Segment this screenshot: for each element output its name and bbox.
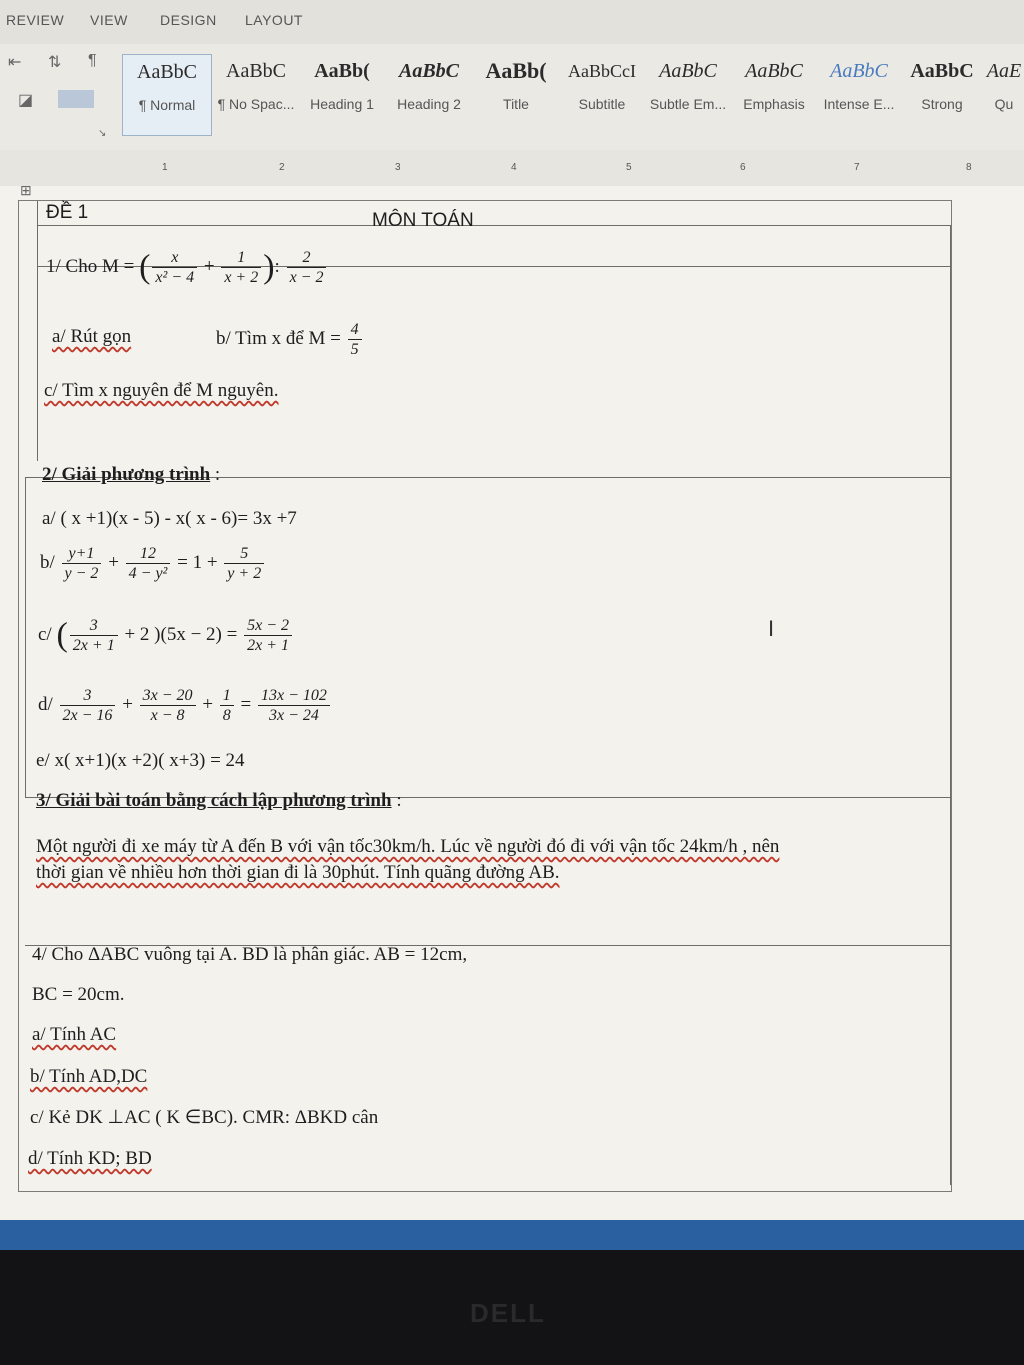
q3-line1: Một người đi xe máy từ A đến B với vận tốc30km/h. Lúc về người đó đi với vận tốc 24km/h , nên (36, 836, 780, 857)
pilcrow-icon[interactable]: ¶ (88, 52, 97, 69)
tab-layout[interactable]: LAYOUT (245, 12, 303, 28)
q3-line2: thời gian về nhiều hơn thời gian đi là 30phút. Tính quãng đường AB. (36, 862, 560, 883)
text-cursor-icon: I (768, 616, 775, 641)
taskbar (0, 1220, 1024, 1250)
table-move-handle-icon[interactable]: ⊞ (20, 182, 32, 198)
ribbon (0, 44, 1024, 151)
ruler-number: 7 (854, 162, 860, 173)
q3-title: 3/ Giải bài toán bằng cách lập phương trình : (36, 790, 402, 811)
ruler-number: 5 (626, 162, 632, 173)
style-subtitle[interactable]: AaBbCcI Subtitle (568, 61, 636, 112)
shading-icon[interactable]: ◪ (18, 92, 34, 109)
q2-title: 2/ Giải phương trình : (42, 464, 221, 485)
q1-f3-den: x − 2 (289, 269, 324, 287)
q1-intro: 1/ Cho M = (46, 256, 135, 278)
style-strong[interactable]: AaBbC Strong (910, 60, 974, 112)
style-heading-2[interactable]: AaBbC Heading 2 (397, 60, 461, 112)
q4-c: c/ Kẻ DK ⊥AC ( K ∈BC). CMR: ΔBKD cân (30, 1107, 379, 1128)
sort-icon[interactable]: ⇅ (48, 54, 62, 71)
monitor-logo: DELL (470, 1298, 546, 1328)
q1-expression: 1/ Cho M = ( $\frac{x}{\text{x² − 4}}$ + $\frac{1}{x + 2}$ ): $\frac{2}{x - 2}$ (46, 248, 328, 287)
q1-f2-den: x + 2 (224, 269, 259, 287)
horizontal-ruler[interactable] (0, 150, 1024, 187)
ribbon-tabs (0, 0, 1024, 44)
ruler-number: 2 (279, 162, 285, 173)
style-intense-emphasis[interactable]: AaBbC Intense E... (823, 60, 895, 112)
monitor-bezel (0, 1250, 1024, 1365)
q1-b: b/ Tìm x để M = $\frac{4}{5}$ (216, 320, 364, 359)
dialog-launcher-icon[interactable]: ↘ (98, 128, 107, 139)
q1-b-num: 4 (348, 320, 362, 340)
tab-view[interactable]: VIEW (90, 12, 128, 28)
q4-a: a/ Tính AC (32, 1024, 117, 1045)
ruler-number: 1 (162, 162, 168, 173)
q2-a: a/ ( x +1)(x - 5) - x( x - 6)= 3x +7 (42, 508, 297, 529)
q1-b-den: 5 (350, 341, 359, 359)
document-page[interactable] (0, 182, 1024, 1220)
q2-c: c/ ( $\frac{3}{2x + 1}$ + 2 )(5x − 2) = $\frac{5x - 2}{2x + 1}$ (38, 616, 294, 655)
q1-c: c/ Tìm x nguyên để M nguyên. (44, 380, 279, 401)
style-heading-1[interactable]: AaBb( Heading 1 (310, 60, 374, 112)
style-title[interactable]: AaBb( Title (485, 58, 547, 112)
borders-icon[interactable] (58, 90, 94, 108)
q4-b: b/ Tính AD,DC (30, 1066, 148, 1087)
style-subtle-emphasis[interactable]: AaBbC Subtle Em... (649, 60, 727, 112)
ruler-number: 3 (395, 162, 401, 173)
q2-d: d/ $\frac{3}{2x - 16}$ + $\frac{3x - 20}{x - 8}$ + $\frac{1}{8}$ = $\frac{13x - 102}{3x - 24}$ (38, 686, 332, 725)
q4-line1: 4/ Cho ΔABC vuông tại A. BD là phân giác. AB = 12cm, (32, 944, 468, 965)
q2-b: b/ $\frac{y+1}{y - 2}$ + $\frac{12}{\text{4 − y²}}$ = 1 + $\frac{5}{y + 2}$ (40, 544, 266, 583)
q1-f1-num: x (152, 248, 197, 268)
q1-f3-num: 2 (287, 248, 327, 268)
q4-d: d/ Tính KD; BD (28, 1148, 152, 1169)
exam-number: ĐỀ 1 (46, 202, 89, 223)
ruler-number: 6 (740, 162, 746, 173)
tab-review[interactable]: REVIEW (6, 12, 65, 28)
q1-f1-den: x² − 4 (155, 269, 195, 287)
q2-e: e/ x( x+1)(x +2)( x+3) = 24 (36, 750, 245, 771)
style-quote[interactable]: AaE Qu (986, 60, 1022, 112)
q1-a: a/ Rút gọn (52, 326, 132, 347)
ruler-number: 4 (511, 162, 517, 173)
q4-line2: BC = 20cm. (32, 984, 125, 1005)
style-emphasis[interactable]: AaBbC Emphasis (743, 60, 805, 112)
q1-f2-num: 1 (221, 248, 261, 268)
style-no-spacing[interactable]: AaBbC ¶ No Spac... (217, 60, 295, 112)
tab-design[interactable]: DESIGN (160, 12, 217, 28)
ruler-number: 8 (966, 162, 972, 173)
subject-title: MÔN TOÁN (372, 210, 474, 231)
indent-icon[interactable]: ⇤ (8, 54, 22, 71)
style-normal[interactable]: AaBbC ¶ Normal (122, 54, 212, 136)
